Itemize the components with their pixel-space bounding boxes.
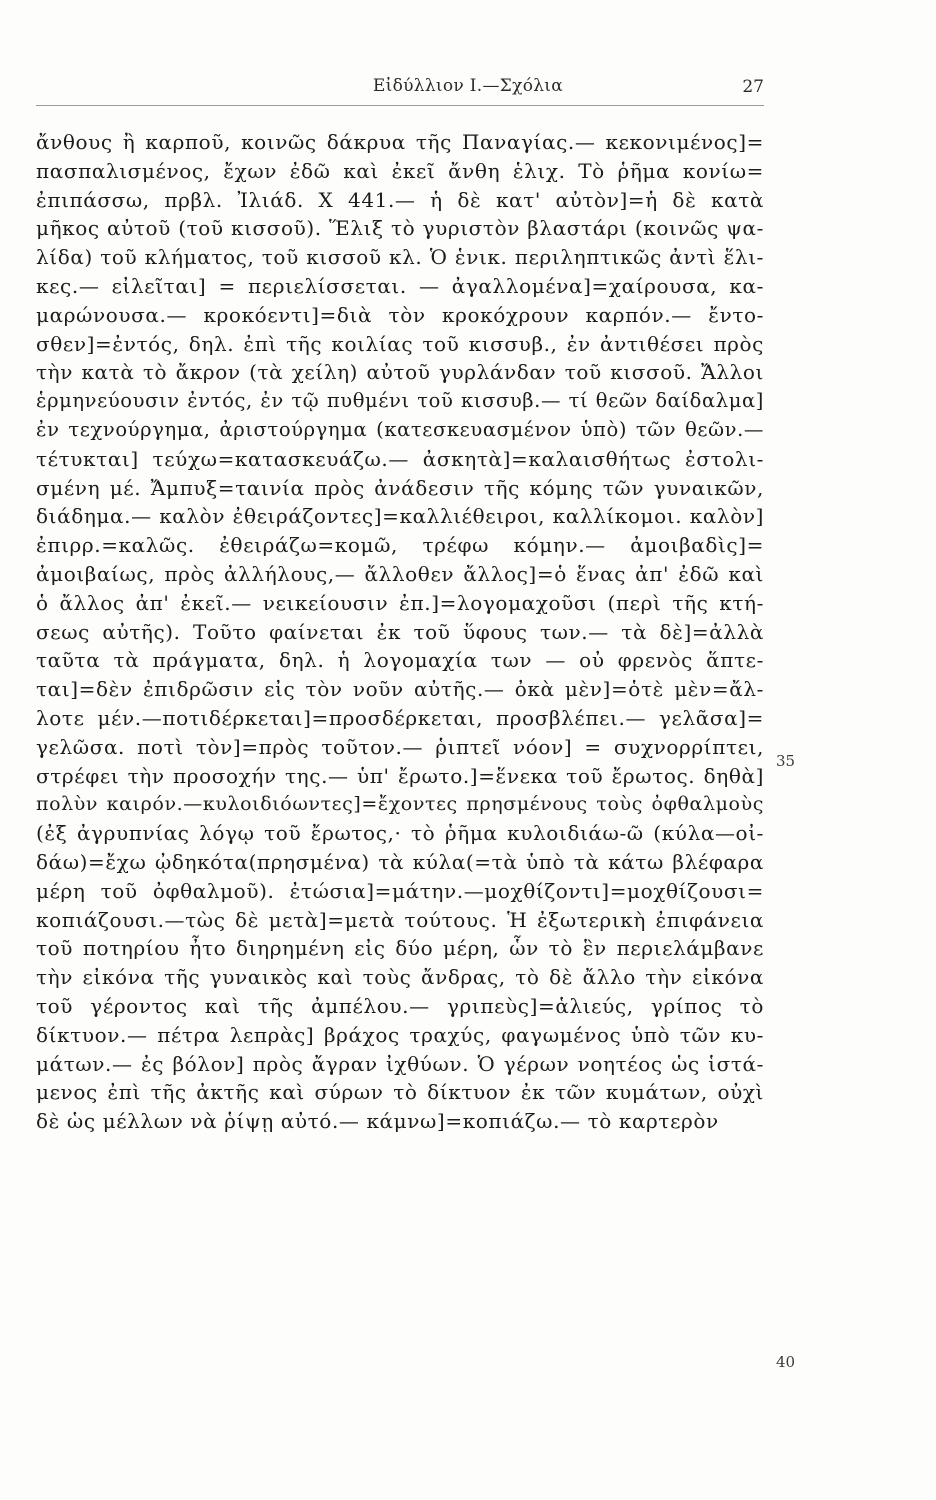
text-line: διάδημα.— καλὸν ἐθειράζοντες]=καλλιέθειροι, καλλίκομοι. καλὸν] [36, 504, 764, 529]
text-line: τοῦ γέροντος καὶ τῆς ἀμπέλου.— γριπεὺς]=ἁλιεύς, γρίπος τὸ [36, 993, 764, 1018]
text-line: σεως αὐτῆς). Τοῦτο φαίνεται ἐκ τοῦ ὕφους των.— τὰ δὲ]=ἀλλὰ [36, 619, 764, 644]
text-line: κες.— εἰλεῖται] = περιελίσσεται. — ἀγαλλομένα]=χαίρουσα, κα- [36, 273, 764, 298]
text-line: ἄνθους ἢ καρποῦ, κοινῶς δάκρυα τῆς Παναγίας.— κεκονιμένος]= [36, 130, 764, 154]
text-line: πολὺν καιρόν.—κυλοιδιόωντες]=ἔχοντες πρησμένους τοὺς ὀφθαλμοὺς [36, 793, 764, 816]
text-line: κοπιάζουσι.—τὼς δὲ μετὰ]=μετὰ τούτους. Ἡ ἐξωτερικὴ ἐπιφάνεια [36, 907, 764, 932]
text-line: λοτε μέν.—ποτιδέρκεται]=προσδέρκεται, προσβλέπει.— γελᾶσα]= [36, 705, 764, 730]
text-line: ται]=δὲν ἐπιδρῶσιν εἰς τὸν νοῦν αὐτῆς.— ὀκὰ μὲν]=ὁτὲ μὲν=ἄλ- [36, 677, 764, 702]
text-line: δάω)=ἔχω ᾠδηκότα(πρησμένα) τὰ κύλα(=τὰ ὑπὸ τὰ κάτω βλέφαρα [36, 849, 764, 874]
text-line: δὲ ὡς μέλλων νὰ ῥίψῃ αὐτό.— κάμνω]=κοπιάζω.— τὸ καρτερὸν [36, 1109, 719, 1134]
text-line: μάτων.— ἐς βόλον] πρὸς ἄγραν ἰχθύων. Ὁ γέρων νοητέος ὡς ἱστά- [36, 1051, 764, 1076]
text-line: δίκτυον.— πέτρα λεπρὰς] βράχος τραχύς, φαγωμένος ὑπὸ τῶν κυ- [36, 1022, 764, 1047]
running-title: Εἰδύλλιον Ι.—Σχόλια [372, 76, 564, 96]
page-number: 27 [742, 77, 764, 97]
text-line: τὴν εἰκόνα τῆς γυναικὸς καὶ τοὺς ἄνδρας, τὸ δὲ ἄλλο τὴν εἰκόνα [36, 965, 764, 990]
text-line: σθεν]=ἐντός, δηλ. ἐπὶ τῆς κοιλίας τοῦ κισσυβ., ἐν ἀντιθέσει πρὸς [36, 331, 764, 356]
text-line: τὴν κατὰ τὸ ἄκρον (τὰ χείλη) αὐτοῦ γυρλάνδαν τοῦ κισσοῦ. Ἄλλοι [36, 360, 764, 385]
text-line: μενος ἐπὶ τῆς ἀκτῆς καὶ σύρων τὸ δίκτυον ἐκ τῶν κυμάτων, οὐχὶ [36, 1080, 764, 1105]
text-line: ὁ ἄλλος ἀπ' ἐκεῖ.— νεικείουσιν ἐπ.]=λογομαχοῦσι (περὶ τῆς κτή- [36, 590, 764, 615]
text-line: ταῦτα τὰ πράγματα, δηλ. ἡ λογομαχία των — οὐ φρενὸς ἅπτε- [36, 648, 764, 673]
text-line: ἀμοιβαίως, πρὸς ἀλλήλους,— ἄλλοθεν ἄλλος]=ὁ ἕνας ἀπ' ἐδῶ καὶ [36, 561, 764, 586]
text-line: μαρώνουσα.— κροκόεντι]=διὰ τὸν κροκόχρουν καρπόν.— ἔντο- [36, 302, 764, 327]
text-line: λίδα) τοῦ κλήματος, τοῦ κισσοῦ κλ. Ὁ ἑνικ. περιληπτικῶς ἀντὶ ἕλι- [36, 245, 764, 270]
text-line: ἐπιπάσσω, πρβλ. Ἰλιάδ. Χ 441.— ἡ δὲ κατ' αὐτὸν]=ἡ δὲ κατὰ [36, 187, 764, 212]
text-line: ἑρμηνεύουσιν ἐντός, ἐν τῷ πυθμένι τοῦ κισσυβ.— τί θεῶν δαίδαλμα] [36, 389, 764, 413]
text-line: μέρη τοῦ ὀφθαλμοῦ). ἐτώσια]=μάτην.—μοχθίζοντι]=μοχθίζουσι= [36, 878, 764, 903]
text-line: στρέφει τὴν προσοχήν της.— ὑπ' ἔρωτο.]=ἕνεκα τοῦ ἔρωτος. δηθὰ] [36, 763, 764, 788]
text-line: γελῶσα. ποτὶ τὸν]=πρὸς τοῦτον.— ῥιπτεῖ νόον] = συχνορρίπτει, [36, 734, 764, 759]
commentary-text [36, 128, 764, 1136]
line-number-40: 40 [776, 1353, 796, 1371]
text-line: τέτυκται] τεύχω=κατασκευάζω.— ἀσκητὰ]=καλαισθήτως ἐστολι- [36, 446, 764, 471]
header-rule [36, 105, 764, 106]
text-line: μῆκος αὐτοῦ (τοῦ κισσοῦ). Ἕλιξ τὸ γυριστὸν βλαστάρι (κοινῶς ψα- [36, 216, 764, 241]
text-line: ἐπιρρ.=καλῶς. ἐθειράζω=κομῶ, τρέφω κόμην.— ἀμοιβαδὶς]= [36, 533, 764, 558]
text-line: πασπαλισμένος, ἔχων ἐδῶ καὶ ἐκεῖ ἄνθη ἑλιχ. Τὸ ῥῆμα κονίω= [36, 158, 764, 183]
line-number-35: 35 [776, 752, 796, 770]
text-line: ἐν τεχνούργημα, ἀριστούργημα (κατεσκευασμένον ὑπὸ) τῶν θεῶν.— [36, 417, 764, 441]
text-line: τοῦ ποτηρίου ἦτο διηρημένη εἰς δύο μέρη, ὧν τὸ ἓν περιελάμβανε [36, 936, 764, 961]
text-line: (ἐξ ἀγρυπνίας λόγῳ τοῦ ἔρωτος,· τὸ ῥῆμα κυλοιδιάω-ῶ (κύλα—οἰ- [36, 821, 764, 846]
running-head [0, 76, 936, 100]
text-line: σμένη μέ. Ἄμπυξ=ταινία πρὸς ἀνάδεσιν τῆς κόμης τῶν γυναικῶν, [36, 475, 764, 500]
